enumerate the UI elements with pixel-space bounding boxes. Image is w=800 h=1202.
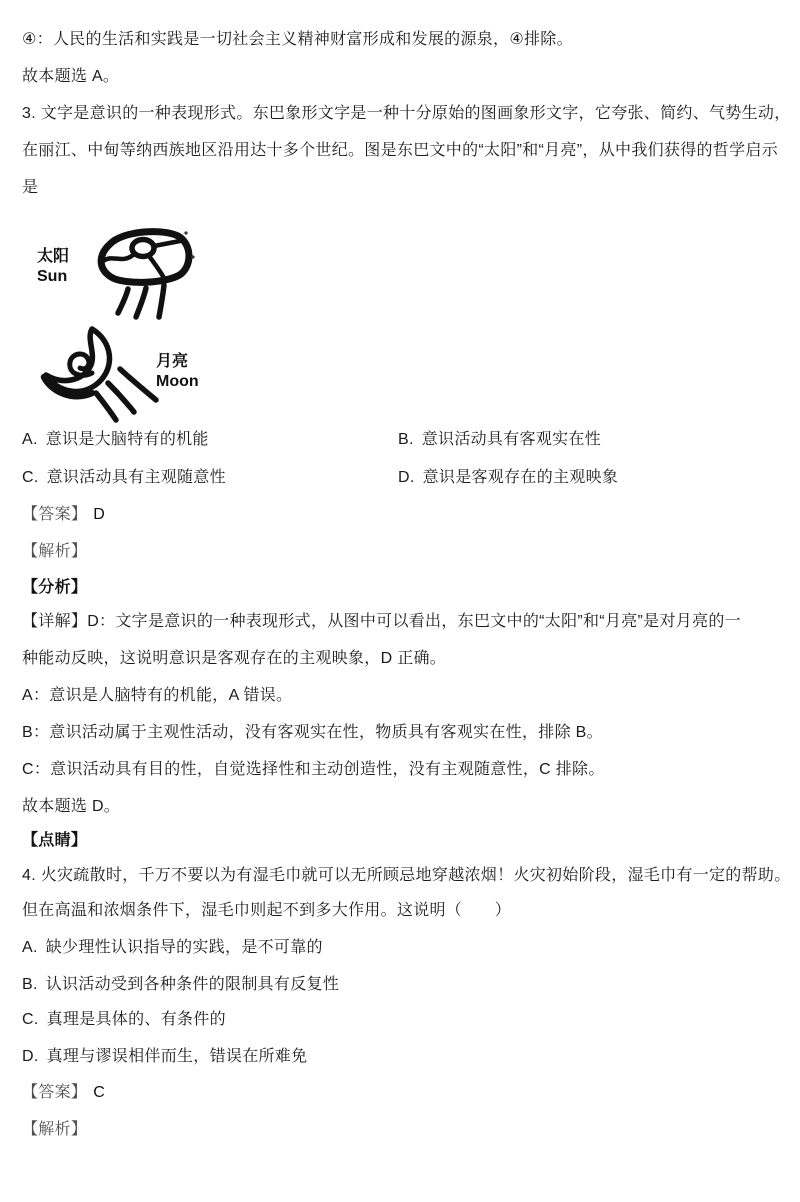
q4-option-c-letter: C. <box>22 1011 39 1028</box>
q3-stem-line-3: 是 <box>22 179 39 196</box>
moon-label-zh: 月亮 <box>156 353 189 370</box>
q4-answer-line <box>22 1083 105 1103</box>
q3-stem-line-2: 在丽江、中甸等纳西族地区沿用达十多个世纪。图是东巴文中的“太阳”和“月亮”，从中我们获得的哲学启示 <box>22 142 779 159</box>
q4-option-d-text: 真理与谬误相伴而生，错误在所难免 <box>46 1048 308 1065</box>
q3-answer-label: 【答案】 <box>22 506 88 523</box>
q4-option-d-letter: D. <box>22 1048 39 1065</box>
q4-option-d <box>22 1047 307 1067</box>
q3-option-c-letter: C. <box>22 469 39 486</box>
q3-jiexi-label: 【解析】 <box>22 543 88 560</box>
q4-jiexi-label: 【解析】 <box>22 1121 88 1138</box>
q4-stem-line-2: 但在高温和浓烟条件下，湿毛巾则起不到多大作用。这说明（ ） <box>22 902 512 919</box>
q3-detail-line-2: 种能动反映，这说明意识是客观存在的主观映象，D 正确。 <box>22 650 447 667</box>
q3-detail-line-1: 【详解】D：文字是意识的一种表现形式，从图中可以看出，东巴文中的“太阳”和“月亮”是对月亮的一 <box>22 613 741 630</box>
q3-stem-line-1: 3. 文字是意识的一种表现形式。东巴象形文字是一种十分原始的图画象形文字，它夸张、简约、气势生动， <box>22 105 791 122</box>
q3-option-d <box>398 468 618 488</box>
q4-option-c-text: 真理是具体的、有条件的 <box>46 1011 226 1028</box>
sun-pictograph-image <box>86 226 198 326</box>
scan-speck <box>184 231 187 234</box>
q3-detail-line-b: B：意识活动属于主观性活动，没有客观实在性，物质具有客观实在性，排除 B。 <box>22 724 603 741</box>
q3-answer-line <box>22 505 105 525</box>
q3-answer-value: D <box>93 506 106 523</box>
q4-option-a <box>22 938 323 958</box>
q4-answer-value: C <box>93 1084 106 1101</box>
q3-option-a-letter: A. <box>22 431 38 448</box>
q3-detail-line-a: A：意识是人脑特有的机能，A 错误。 <box>22 687 293 704</box>
sun-figure-label <box>37 247 69 287</box>
q3-option-c <box>22 468 226 488</box>
q3-dianjing-label: 【点睛】 <box>22 832 88 849</box>
q3-option-a <box>22 430 209 450</box>
q4-stem-line-1: 4. 火灾疏散时，千万不要以为有湿毛巾就可以无所顾忌地穿越浓烟！火灾初始阶段，湿毛巾有一定的帮助。 <box>22 867 791 884</box>
moon-label-en: Moon <box>156 373 199 390</box>
q3-option-d-text: 意识是客观存在的主观映象 <box>422 469 619 486</box>
q3-fenxi-label: 【分析】 <box>22 579 88 596</box>
moon-pictograph-image <box>40 323 164 425</box>
sun-label-zh: 太阳 <box>37 248 70 265</box>
q4-answer-label: 【答案】 <box>22 1084 88 1101</box>
q4-option-a-letter: A. <box>22 939 38 956</box>
scan-speck <box>191 255 194 258</box>
q2-conclusion: 故本题选 A。 <box>22 68 120 85</box>
q3-option-c-text: 意识活动具有主观随意性 <box>46 469 226 486</box>
q3-option-b-letter: B. <box>398 431 414 448</box>
q3-option-b <box>398 430 601 450</box>
sun-label-en: Sun <box>37 268 68 285</box>
q3-option-a-text: 意识是大脑特有的机能 <box>45 431 209 448</box>
q4-option-b-text: 认识活动受到各种条件的限制具有反复性 <box>45 976 340 993</box>
q4-option-c <box>22 1010 226 1030</box>
q4-option-a-text: 缺少理性认识指导的实践，是不可靠的 <box>45 939 323 956</box>
q3-detail-line-c: C：意识活动具有目的性，自觉选择性和主动创造性，没有主观随意性，C 排除。 <box>22 761 605 778</box>
q2-point4-line: ④：人民的生活和实践是一切社会主义精神财富形成和发展的源泉，④排除。 <box>22 31 573 48</box>
q3-option-d-letter: D. <box>398 469 415 486</box>
q3-option-b-text: 意识活动具有客观实在性 <box>421 431 602 448</box>
q4-option-b <box>22 975 339 995</box>
q4-option-b-letter: B. <box>22 976 38 993</box>
q3-detail-conclusion: 故本题选 D。 <box>22 798 121 815</box>
moon-figure-label <box>156 352 199 392</box>
